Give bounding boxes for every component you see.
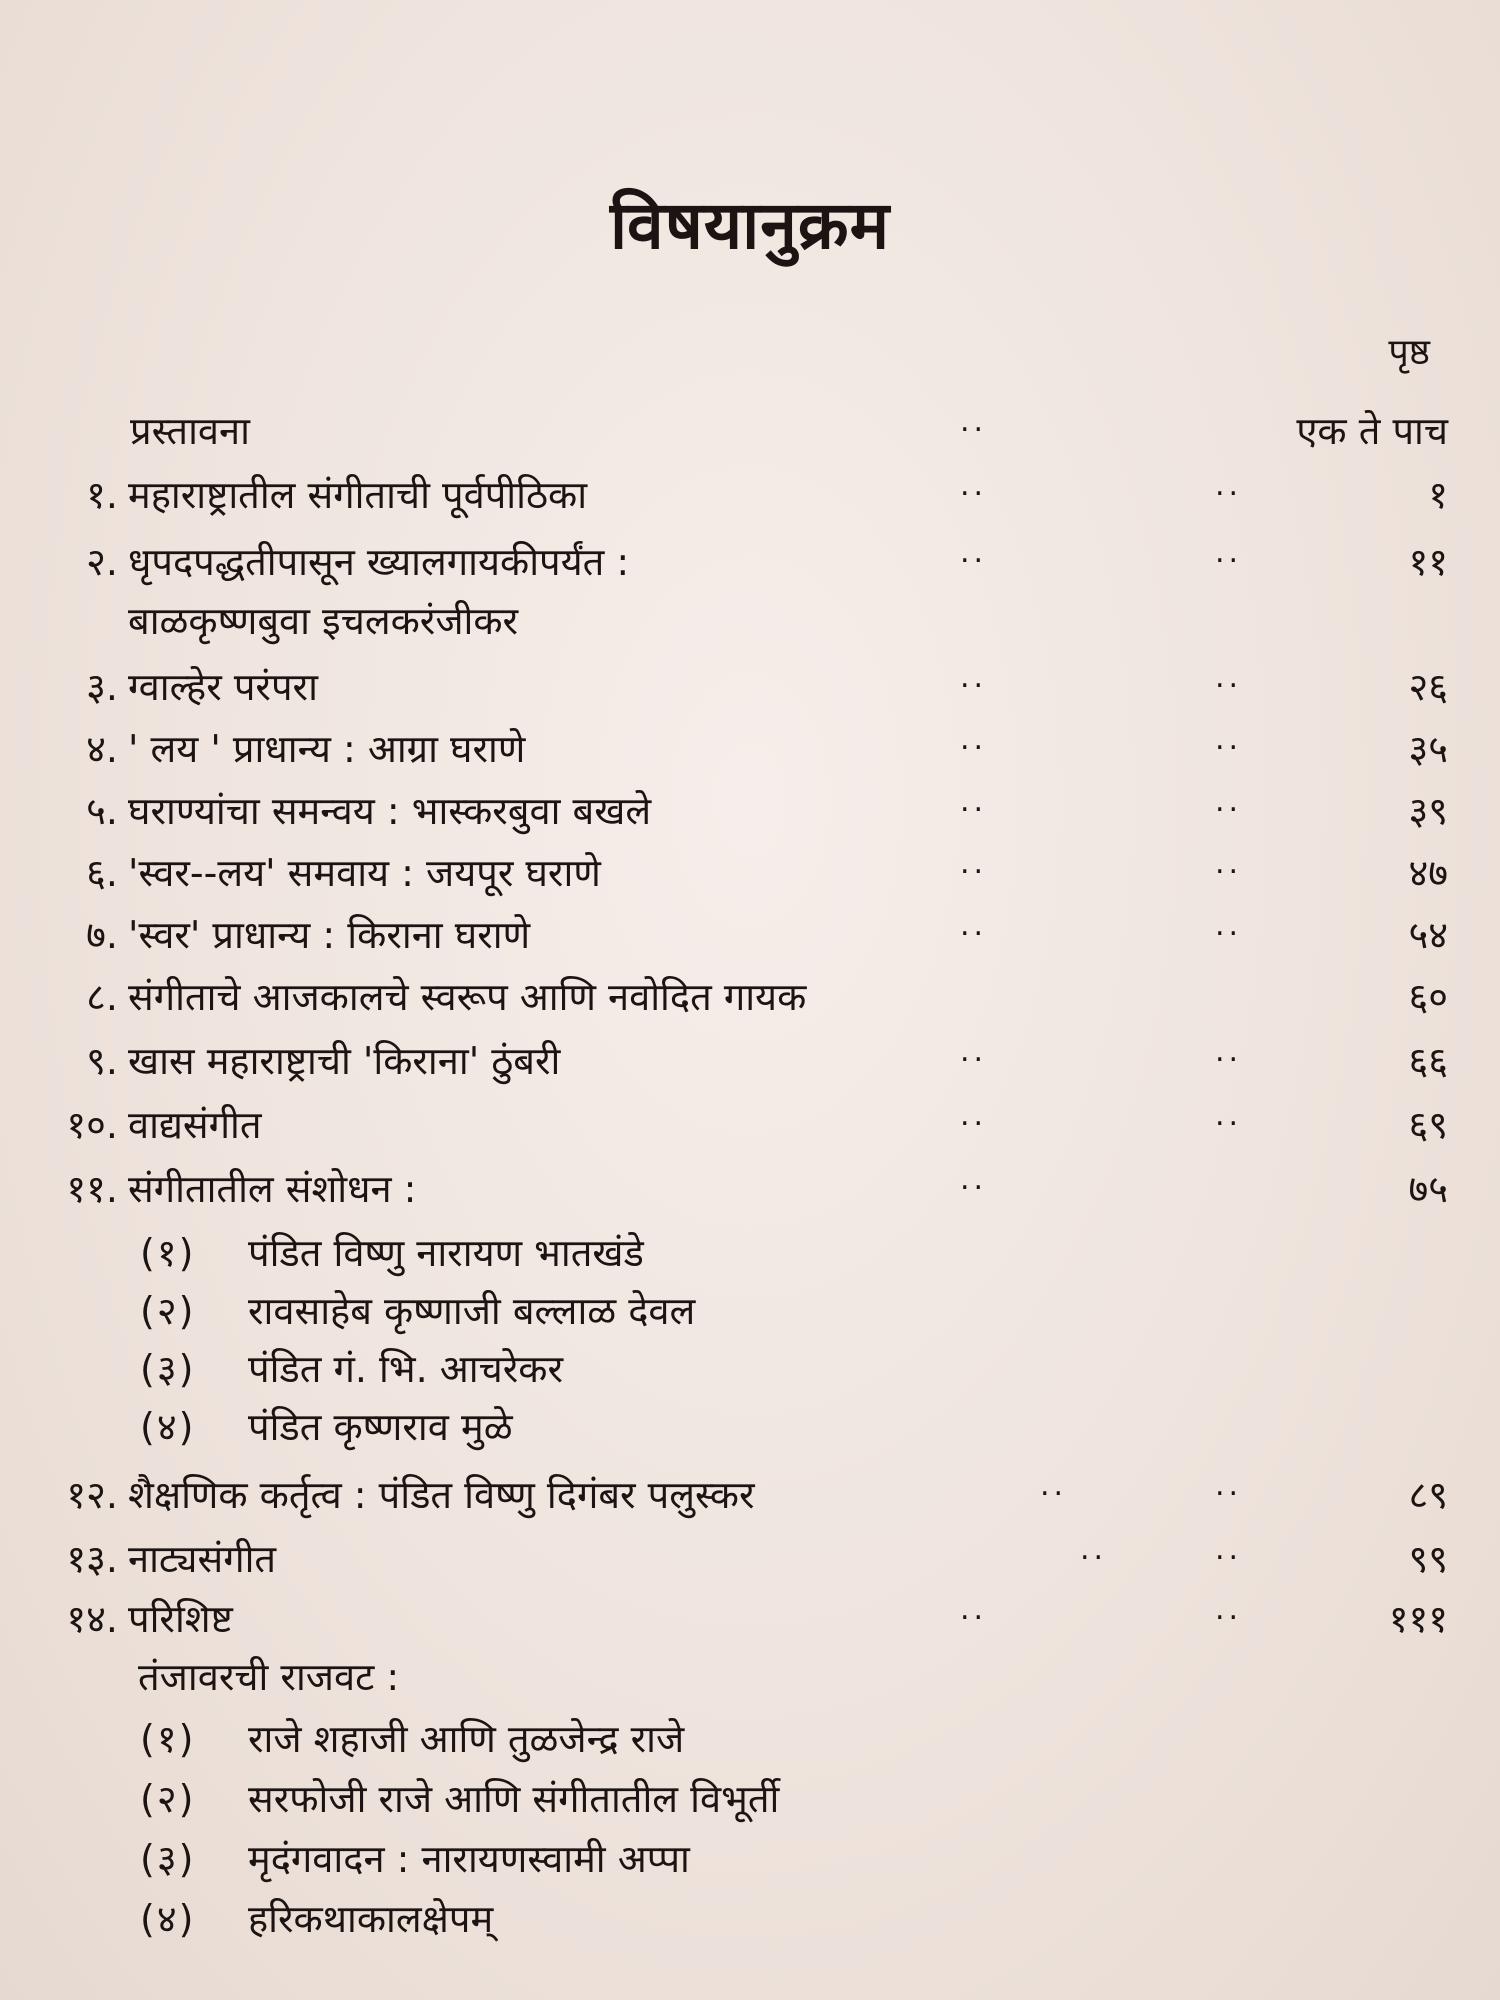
entry-page: ५४: [1408, 913, 1448, 957]
entry-title: 'स्वर--लय' समवाय : जयपूर घराणे: [128, 851, 601, 895]
sub-item-number: (२): [140, 1777, 196, 1821]
entry-page: ११: [1408, 540, 1448, 584]
appendix-sub-item: [140, 1712, 684, 1764]
toc-entry: [0, 468, 1500, 524]
leader-dots: ..: [1215, 846, 1243, 881]
entry-page: ६९: [1408, 1103, 1448, 1147]
sub-item-text: रावसाहेब कृष्णाजी बल्लाळ देवल: [248, 1289, 696, 1333]
toc-entry: [0, 970, 1500, 1026]
leader-dots: ..: [960, 846, 988, 881]
toc-entry: [0, 1098, 1500, 1154]
preface-dots: ..: [960, 404, 988, 439]
entry-title: संगीतातील संशोधन :: [128, 1167, 417, 1211]
entry-title: खास महाराष्ट्राची 'किराना' ठुंबरी: [128, 1039, 561, 1083]
entry-title: ग्वाल्हेर परंपरा: [128, 665, 318, 709]
appendix-heading: तंजावरची राजवट :: [138, 1655, 400, 1699]
entry-number: ९.: [86, 1039, 118, 1083]
sub-item-text: हरिकथाकालक्षेपम्: [248, 1897, 494, 1941]
toc-entry: [0, 1468, 1500, 1524]
leader-dots: ..: [1215, 1034, 1243, 1069]
leader-dots: ..: [1215, 660, 1243, 695]
entry-number: ४.: [86, 727, 118, 771]
research-sub-item: [140, 1284, 695, 1336]
entry-title: परिशिष्ट: [128, 1597, 233, 1641]
leader-dots: ..: [960, 1592, 988, 1627]
entry-subtitle: बाळकृष्णबुवा इचलकरंजीकर: [128, 599, 519, 643]
leader-dots: ..: [1215, 535, 1243, 570]
leader-dots: ..: [1080, 1532, 1108, 1567]
entry-title: नाट्यसंगीत: [128, 1537, 277, 1581]
toc-entry: [0, 660, 1500, 716]
entry-page: ३५: [1408, 727, 1448, 771]
entry-title: वाद्यसंगीत: [128, 1103, 262, 1147]
leader-dots: ..: [960, 784, 988, 819]
sub-item-text: मृदंगवादन : नारायणस्वामी अप्पा: [248, 1837, 690, 1881]
sub-item-number: (२): [140, 1289, 196, 1333]
leader-dots: ..: [960, 660, 988, 695]
entry-page: ४७: [1408, 851, 1448, 895]
leader-dots: ..: [960, 1098, 988, 1133]
entry-page: ९९: [1408, 1537, 1448, 1581]
entry-number: ६.: [86, 851, 118, 895]
sub-item-number: (१): [140, 1717, 196, 1761]
entry-number: १०.: [66, 1103, 118, 1147]
sub-item-text: सरफोजी राजे आणि संगीतातील विभूर्ती: [248, 1777, 780, 1821]
leader-dots: ..: [960, 908, 988, 943]
preface-title: प्रस्तावना: [130, 409, 250, 453]
entry-number: ८.: [86, 975, 118, 1019]
sub-item-text: पंडित गं. भि. आचरेकर: [248, 1347, 563, 1391]
leader-dots: ..: [1215, 908, 1243, 943]
entry-title: ' लय ' प्राधान्य : आग्रा घराणे: [128, 727, 526, 771]
entry-page: २६: [1408, 665, 1448, 709]
entry-title: 'स्वर' प्राधान्य : किराना घराणे: [128, 913, 531, 957]
entry-page: १११: [1388, 1597, 1448, 1641]
sub-item-number: (१): [140, 1231, 196, 1275]
appendix-sub-item: [140, 1832, 690, 1884]
leader-dots: ..: [1215, 468, 1243, 503]
leader-dots: ..: [1215, 1468, 1243, 1503]
leader-dots: ..: [960, 535, 988, 570]
preface-page: एक ते पाच: [1296, 409, 1448, 453]
toc-entry: [0, 1532, 1500, 1588]
research-sub-item: [140, 1226, 644, 1278]
entry-page: ७५: [1408, 1167, 1448, 1211]
toc-entry: [0, 908, 1500, 964]
sub-item-number: (४): [140, 1897, 196, 1941]
toc-entry: [0, 846, 1500, 902]
leader-dots: ..: [1040, 1468, 1068, 1503]
entry-number: ५.: [86, 789, 118, 833]
appendix-sub-item: [140, 1772, 779, 1824]
entry-page: ३९: [1408, 789, 1448, 833]
entry-title: घराण्यांचा समन्वय : भास्करबुवा बखले: [128, 789, 652, 833]
entry-number: ७.: [86, 913, 118, 957]
leader-dots: ..: [1215, 1532, 1243, 1567]
entry-page: ८९: [1408, 1473, 1448, 1517]
sub-item-number: (३): [140, 1837, 196, 1881]
entry-number: १.: [86, 473, 118, 517]
entry-number: ११.: [66, 1167, 118, 1211]
leader-dots: ..: [1215, 1098, 1243, 1133]
leader-dots: ..: [960, 468, 988, 503]
toc-entry: [0, 1162, 1500, 1218]
entry-title: महाराष्ट्रातील संगीताची पूर्वपीठिका: [128, 473, 588, 517]
sub-item-text: पंडित कृष्णराव मुळे: [248, 1405, 513, 1449]
leader-dots: ..: [960, 722, 988, 757]
toc-entry-continuation: [0, 594, 1500, 650]
toc-entry: [0, 535, 1500, 591]
entry-number: १३.: [66, 1537, 118, 1581]
toc-entry: [0, 784, 1500, 840]
research-sub-item: [140, 1400, 513, 1452]
page-column-header: पृष्ठ: [1388, 332, 1430, 373]
entry-title: संगीताचे आजकालचे स्वरूप आणि नवोदित गायक: [128, 975, 807, 1019]
leader-dots: ..: [1215, 1592, 1243, 1627]
entry-number: २.: [86, 540, 118, 584]
entry-title: शैक्षणिक कर्तृत्व : पंडित विष्णु दिगंबर पलुस्कर: [128, 1473, 755, 1517]
page-title: विषयानुक्रम: [609, 187, 891, 264]
sub-item-text: पंडित विष्णु नारायण भातखंडे: [248, 1231, 644, 1275]
entry-page: ६०: [1408, 975, 1448, 1019]
preface-row: [0, 404, 1500, 460]
toc-entry: [0, 1034, 1500, 1090]
toc-entry: [0, 1592, 1500, 1648]
leader-dots: ..: [960, 1034, 988, 1069]
research-sub-item: [140, 1342, 563, 1394]
entry-number: १४.: [66, 1597, 118, 1641]
entry-page: ६६: [1408, 1039, 1448, 1083]
appendix-sub-item: [140, 1892, 493, 1944]
leader-dots: ..: [960, 1162, 988, 1197]
leader-dots: ..: [1215, 722, 1243, 757]
sub-item-number: (४): [140, 1405, 196, 1449]
entry-number: १२.: [66, 1473, 118, 1517]
sub-item-number: (३): [140, 1347, 196, 1391]
leader-dots: ..: [1215, 784, 1243, 819]
entry-number: ३.: [86, 665, 118, 709]
entry-page: १: [1428, 473, 1448, 517]
toc-entry: [0, 722, 1500, 778]
sub-item-text: राजे शहाजी आणि तुळजेन्द्र राजे: [248, 1717, 685, 1761]
entry-title: धृपदपद्धतीपासून ख्यालगायकीपर्यंत :: [128, 540, 630, 584]
